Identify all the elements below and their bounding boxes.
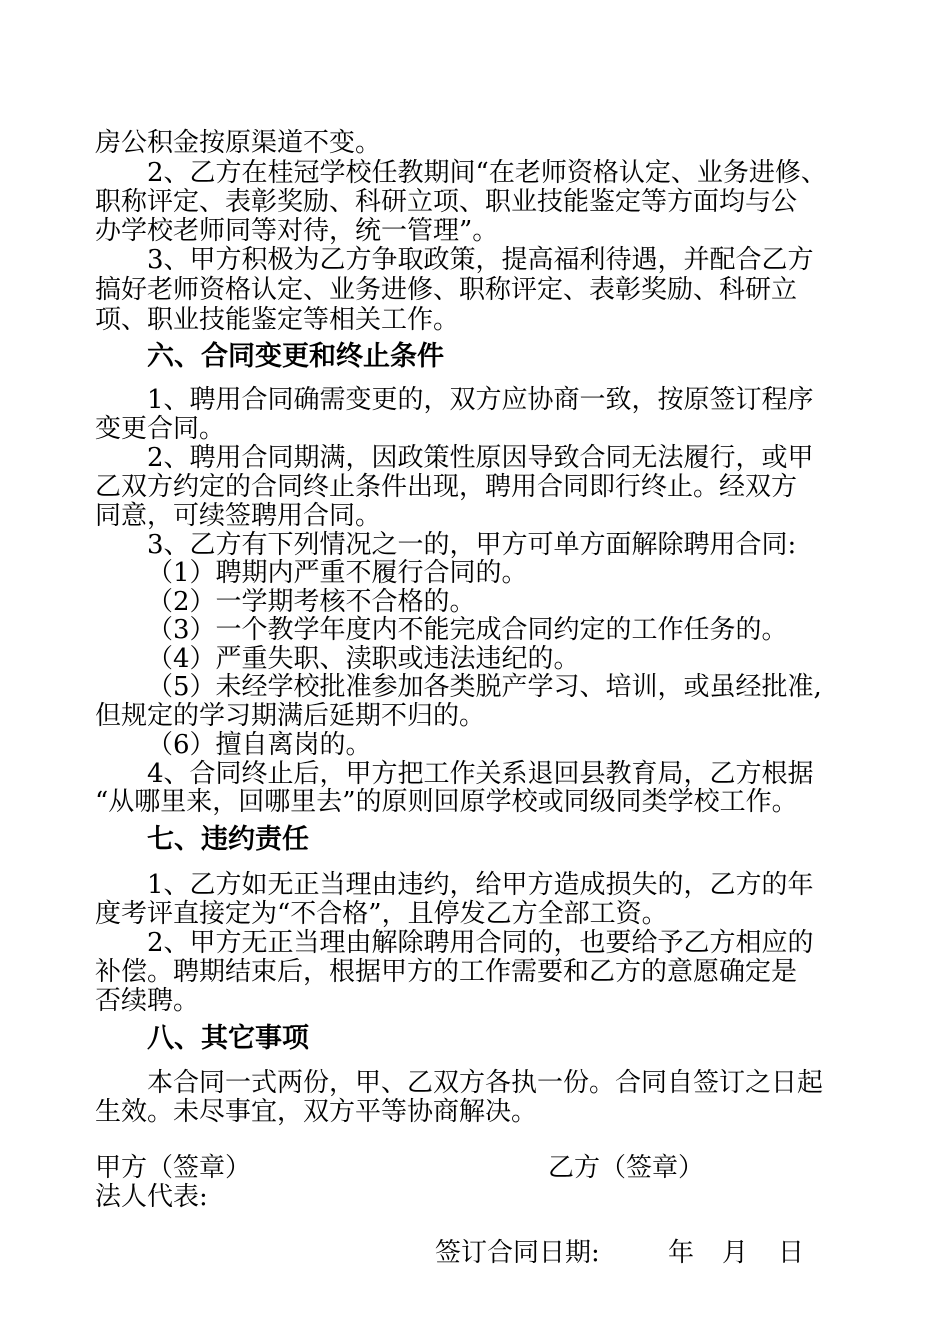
paragraph-line: 2、乙方在桂冠学校任教期间“在老师资格认定、业务进修、 — [147, 158, 827, 188]
paragraph-line: 1、乙方如无正当理由违约，给甲方造成损失的，乙方的年 — [147, 870, 814, 900]
paragraph-line: 房公积金按原渠道不变。 — [95, 128, 382, 158]
section-heading: 六、合同变更和终止条件 — [147, 341, 444, 372]
party-b-signature: 乙方（签章） — [548, 1153, 705, 1183]
section-heading: 七、违约责任 — [147, 824, 309, 855]
paragraph-line: 本合同一式两份，甲、乙双方各执一份。合同自签订之日起 — [147, 1068, 824, 1098]
paragraph-line: “从哪里来，回哪里去”的原则回原学校或同级同类学校工作。 — [95, 787, 798, 817]
paragraph-line: 变更合同。 — [95, 414, 226, 444]
section-heading: 八、其它事项 — [147, 1023, 309, 1054]
paragraph-line: 3、甲方积极为乙方争取政策，提高福利待遇，并配合乙方 — [147, 245, 814, 275]
list-item: （2）一学期考核不合格的。 — [147, 587, 476, 617]
date-day: 日 — [778, 1238, 805, 1268]
list-item: （3）一个教学年度内不能完成合同约定的工作任务的。 — [147, 615, 788, 645]
paragraph-line: 2、聘用合同期满，因政策性原因导致合同无法履行，或甲 — [147, 443, 814, 473]
date-year: 年 — [668, 1238, 695, 1268]
paragraph-line: 职称评定、表彰奖励、科研立项、职业技能鉴定等方面均与公 — [95, 187, 798, 217]
paragraph-line: 4、合同终止后，甲方把工作关系退回县教育局，乙方根据 — [147, 759, 814, 789]
list-item: （6）擅自离岗的。 — [147, 730, 372, 760]
paragraph-line: 2、甲方无正当理由解除聘用合同的，也要给予乙方相应的 — [147, 928, 814, 958]
list-item: （5）未经学校批准参加各类脱产学习、培训，或虽经批准, — [147, 672, 822, 702]
list-item: （1）聘期内严重不履行合同的。 — [147, 558, 528, 588]
paragraph-line: 生效。未尽事宜，双方平等协商解决。 — [95, 1097, 538, 1127]
paragraph-line: 补偿。聘期结束后，根据甲方的工作需要和乙方的意愿确定是 — [95, 957, 798, 987]
paragraph-line: 3、乙方有下列情况之一的，甲方可单方面解除聘用合同: — [147, 530, 797, 560]
paragraph-line: 同意，可续签聘用合同。 — [95, 501, 382, 531]
party-a-signature: 甲方（签章） — [95, 1153, 252, 1183]
contract-date-label: 签订合同日期: — [435, 1238, 600, 1268]
date-month: 月 — [722, 1238, 749, 1268]
paragraph-line: 办学校老师同等对待，统一管理”。 — [95, 216, 499, 246]
paragraph-line: 项、职业技能鉴定等相关工作。 — [95, 305, 460, 335]
paragraph-line: 否续聘。 — [95, 986, 200, 1016]
paragraph-line: 搞好老师资格认定、业务进修、职称评定、表彰奖励、科研立 — [95, 275, 798, 305]
list-item: （4）严重失职、渎职或违法违纪的。 — [147, 644, 580, 674]
paragraph-line: 但规定的学习期满后延期不归的。 — [95, 701, 486, 731]
legal-representative: 法人代表: — [95, 1182, 208, 1212]
paragraph-line: 1、聘用合同确需变更的，双方应协商一致，按原签订程序 — [147, 385, 814, 415]
paragraph-line: 乙双方约定的合同终止条件出现，聘用合同即行终止。经双方 — [95, 472, 798, 502]
paragraph-line: 度考评直接定为“不合格”，且停发乙方全部工资。 — [95, 899, 668, 929]
